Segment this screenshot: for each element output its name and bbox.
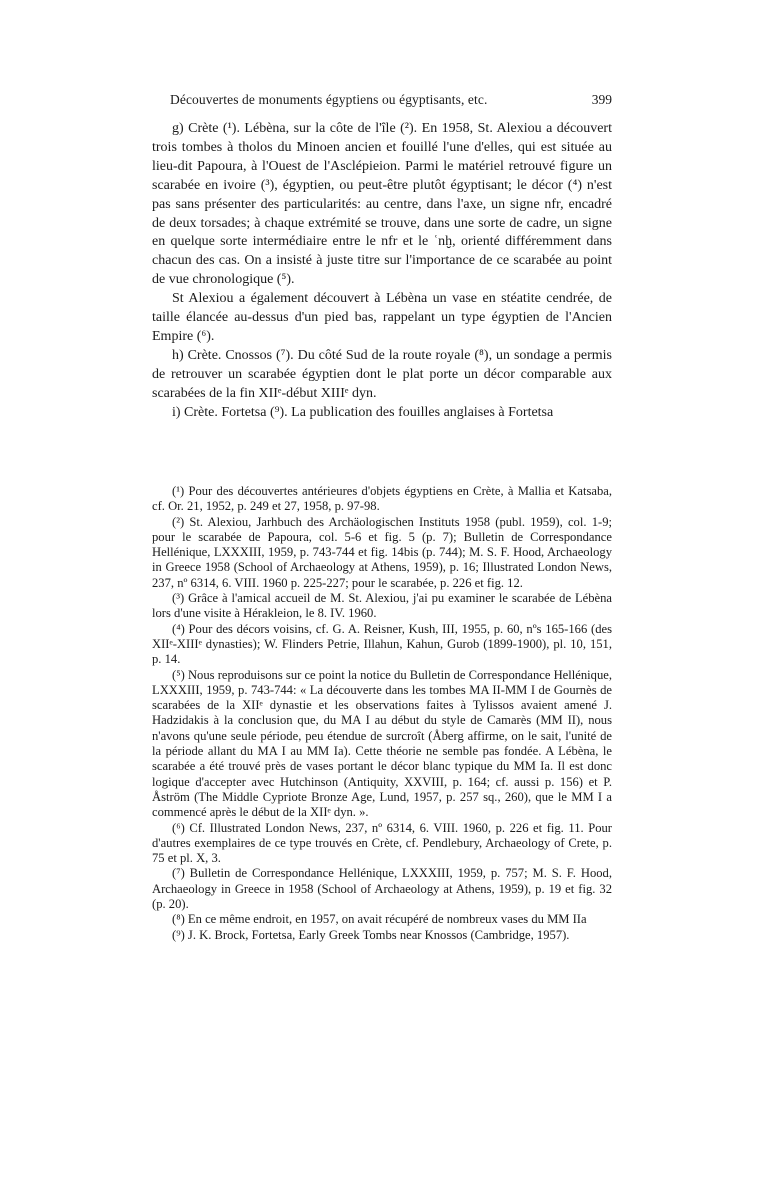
- running-header: [152, 92, 612, 114]
- paragraph-crete-cnossos: h) Crète. Cnossos (⁷). Du côté Sud de la route royale (⁸), un sondage a permis de retrouver un scarabée égyptien dont le plat porte un décor comparable aux scarabées de la fin XIIᵉ-début XIIIᵉ dyn.: [152, 347, 612, 401]
- page-number: 399: [591, 92, 612, 107]
- footnote-7: (⁷) Bulletin de Correspondance Hellénique, LXXXIII, 1959, p. 757; M. S. F. Hood, Archaeology in Greece in 1958 (School of Archaeology at Athens, 1959), p. 19 et fig. 32 (p. 20).: [152, 866, 612, 912]
- paragraph-steatite-vase: St Alexiou a également découvert à Lébèna un vase en stéatite cendrée, de taille élancée au-dessus d'un pied bas, rappelant un type égyptien de l'Ancien Empire (⁶).: [152, 291, 612, 344]
- footnote-1: (¹) Pour des découvertes antérieures d'objets égyptiens en Crète, à Mallia et Katsaba, cf. Or. 21, 1952, p. 249 et 27, 1958, p. 97-98.: [152, 484, 612, 514]
- footnote-6: (⁶) Cf. Illustrated London News, 237, nº 6314, 6. VIII. 1960, p. 226 et fig. 11. Pour d'autres exemplaires de ce type trouvés en Crète, cf. Pendlebury, Archaeology of Crete, p. 75 et pl. X, 3.: [152, 820, 612, 866]
- footnotes: [152, 484, 612, 943]
- footnote-3: (³) Grâce à l'amical accueil de M. St. Alexiou, j'ai pu examiner le scarabée de Lébèna lors d'une visite à Hérakleion, le 8. IV. 1960.: [152, 591, 612, 621]
- footnote-9: (⁹) J. K. Brock, Fortetsa, Early Greek Tombs near Knossos (Cambridge, 1957).: [172, 927, 570, 942]
- footnote-8: (⁸) En ce même endroit, en 1957, on avait récupéré de nombreux vases du MM IIa: [172, 912, 587, 927]
- footnote-2: (²) St. Alexiou, Jarhbuch des Archäologischen Instituts 1958 (publ. 1959), col. 1-9; pour le scarabée de Papoura, col. 5-6 et fig. 5 (p. 7); Bulletin de Correspondance Hellénique, LXXXIII, 1959, p. 743-744 et fig. 14bis (p. 744); M. S. F. Hood, Archaeology in Greece 1958 (School of Archaeology at Athens, 1959), p. 16; Illustrated London News, 237, nº 6314, 6. VIII. 1960 p. 225-227; pour le scarabée, p. 226 et fig. 12.: [152, 514, 612, 590]
- running-title: Découvertes de monuments égyptiens ou égyptisants, etc.: [170, 92, 488, 107]
- footnote-5: (⁵) Nous reproduisons sur ce point la notice du Bulletin de Correspondance Hellénique, LXXXIII, 1959, p. 743-744: « La découverte dans les tombes MA II-MM I de Gournès de scarabées de la XIIᵉ dynastie et les observations faites à Tylissos avaient amené J. Hadzidakis à la conclusion que, du MA I au début du style de Camarès (MM II), nous n'avons qu'une seule période, peu étendue de surcroît (Åberg affirme, on le sait, l'unité de la période allant du MA I au MM Ia). Cette théorie ne semble pas fondée. A Lébèna, le scarabée a été trouvé près de vases portant le décor blanc typique du MM Ia. Il est donc logique d'accepter avec Hutchinson (Antiquity, XXVIII, p. 164; cf. aussi p. 156) et P. Åström (The Middle Cypriote Bronze Age, Lund, 1957, p. 257 sq., 260), que le MM I a commencé après le début de la XIIᵉ dyn. ».: [152, 667, 612, 820]
- paragraph-crete-fortetsa: i) Crète. Fortetsa (⁹). La publication des fouilles anglaises à Fortetsa: [172, 404, 554, 420]
- paragraph-crete-lebena: g) Crète (¹). Lébèna, sur la côte de l'île (²). En 1958, St. Alexiou a découvert trois tombes à tholos du Minoen ancien et fouillé l'une d'elles, qui est située au lieu-dit Papoura, à l'Ouest de l'Asclépieion. Parmi le matériel retrouvé figure un scarabée en ivoire (³), égyptien, ou peut-être plutôt égyptisant; le décor (⁴) n'est pas sans présenter des particularités: au centre, dans l'axe, un signe nfr, encadré de deux torsades; à chaque extrémité se trouve, dans une sorte de cadre, un signe en quelque sorte intermédiaire entre le nfr et le ʿnḫ, orienté différemment dans chacun des cas. On a insisté à juste titre sur l'importance de ce scarabée au point de vue chronologique (⁵).: [152, 121, 612, 288]
- footnote-4: (⁴) Pour des décors voisins, cf. G. A. Reisner, Kush, III, 1955, p. 60, nºs 165-166 (des XIIᵉ-XIIIᵉ dynasties); W. Flinders Petrie, Illahun, Kahun, Gurob (1899-1900), pl. 10, 151, p. 14.: [152, 621, 612, 667]
- main-text: [152, 120, 612, 423]
- book-page: [152, 92, 612, 942]
